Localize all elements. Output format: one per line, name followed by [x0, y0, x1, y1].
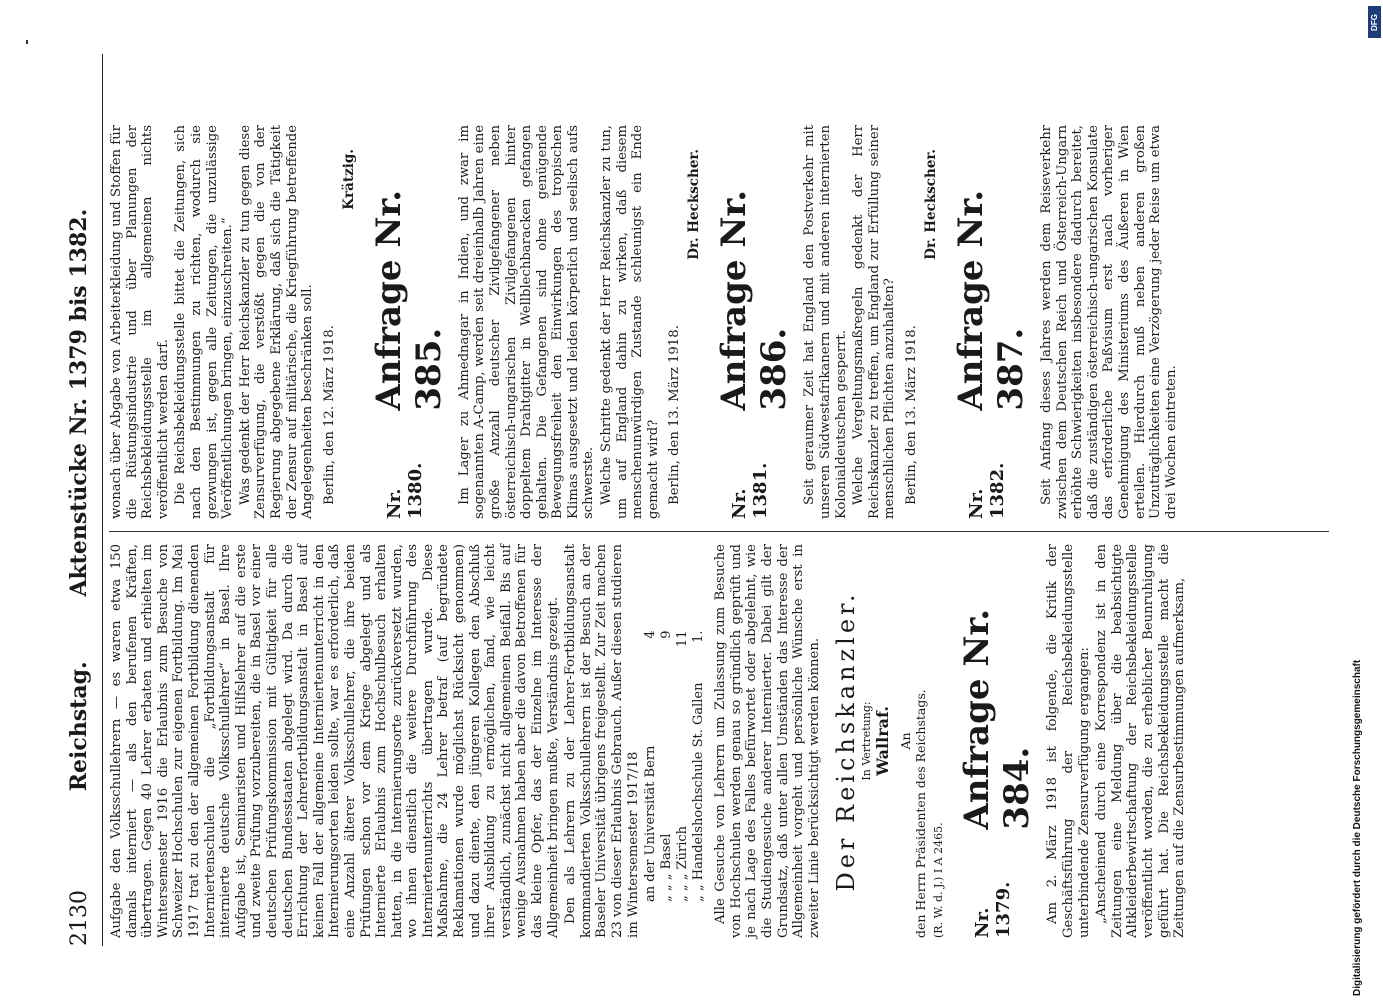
university-count: 11 — [675, 630, 691, 648]
section-heading — [369, 125, 449, 519]
signature-title: Der Reichskanzler. — [832, 590, 861, 892]
table-row — [659, 625, 675, 908]
paragraph: Den als Lehrern zu der Lehrer-Fortbildungsanstalt kommandierten Volksschullehrern ist der Besuch an der Baseler Universität übrigens freigestellt. Zur Zeit machen 23 von dieser Erlaubnis Gebrauch. Außer diesen studieren im Wintersemester 1917/18 — [563, 544, 641, 938]
table-row — [675, 625, 691, 908]
running-head-right: Aktenstücke Nr. 1379 bis 1382. — [66, 208, 92, 597]
inquiry-title: Anfrage Nr. 386. — [714, 189, 795, 411]
date-line: Berlin, den 13. März 1918. — [667, 325, 683, 505]
date-line: Berlin, den 13. März 1918. — [904, 325, 919, 505]
address-an: An — [898, 732, 914, 750]
document-number: Nr. 1382. — [966, 462, 1008, 519]
signature-subtitle: In Vertretung: — [860, 701, 874, 781]
scan-speck — [26, 40, 28, 44]
document-page — [60, 40, 1340, 960]
university-name: „ „ „ Basel — [659, 833, 675, 902]
document-number: Nr. 1379. — [972, 881, 1015, 938]
document-number: Nr. 1381. — [729, 462, 772, 519]
paragraph: „Anscheinend durch eine Korrespondenz ist in den Zeitungen eine Meldung über die beabsichtigte Altkleiderbewirtschaftung der Reichsbekleidungsstelle veröffentlicht worden, die zu erheblicher Beunruhigung geführt hat. Die Reichsbekleidungsstelle macht die Zeitungen auf die Zensurbestimmungen aufmerksam, — [1094, 544, 1188, 938]
inquiry-title: Anfrage Nr. 385. — [368, 189, 449, 411]
paragraph: Am 2. März 1918 ist folgende, die Kritik der Geschäftsführung der Reichsbekleidungsstelle unterbindende Zensurverfügung ergangen: — [1045, 544, 1092, 938]
inquiry-title: Anfrage Nr. 387. — [951, 189, 1031, 411]
dfg-logo-text: DFG — [1370, 13, 1380, 31]
university-count: 1. — [691, 630, 707, 643]
date-line: Berlin, den 12. März 1918. — [321, 325, 337, 505]
university-name: „ „ „ Zürich — [675, 825, 691, 902]
university-name: an der Universität Bern — [643, 745, 659, 902]
university-count: 9 — [659, 630, 675, 639]
paragraph: Welche Schritte gedenkt der Herr Reichskanzler zu tun, um auf England dahin zu wirken, daß diesem menschenunwürdigen Zustande schleunigst ein Ende gemacht wird? — [599, 125, 661, 519]
paragraph: Seit geraumer Zeit hat England den Postverkehr mit unseren Südwestafrikanern und mit anderen internierten Kolonialdeutschen gesperrt. — [802, 125, 849, 519]
paragraph: Was gedenkt der Herr Reichskanzler zu tun gegen diese Zensurverfügung, die verstößt gegen die von der Regierung abgegebene Erklärung, daß sich die Tätigkeit der Zensur auf militärische, die Kriegführung betreffende Angelegenheiten beschränken soll. — [237, 125, 316, 519]
document-number: Nr. 1380. — [383, 462, 426, 519]
table-row — [691, 625, 707, 908]
text-columns — [103, 54, 1329, 946]
column-divider — [109, 531, 1329, 532]
page-number: 2130 — [67, 890, 92, 946]
paragraph: Alle Gesuche von Lehrern um Zulassung zum Besuche von Hochschulen werden genau so gründlich geprüft und je nach Lage des Falles befürwortet oder abgelehnt, wie die Studiengesuche anderer Internierter. Dabei gilt der Grundsatz, daß unter allen Umständen das Interesse der Allgemeinheit vorgeht und persönliche Wünsche erst in zweiter Linie berücksichtigt werden können. — [713, 544, 822, 938]
reference-number: (R. W. d. J.) I A 2465. — [932, 822, 946, 938]
running-head-left: Reichstag. — [66, 661, 92, 792]
dfg-logo — [1368, 6, 1381, 38]
paragraph: Seit Anfang dieses Jahres werden dem Reiseverkehr zwischen dem Deutschen Reich und Österreich-Ungarn erhöhte Schwierigkeiten insbesondere dadurch bereitet, daß die zuständigen österreichisch-ungarischen Konsulate das erforderliche Paßvisum erst nach vorheriger Genehmigung des Ministeriums des Äußeren in Wien erteilen. Hierdurch muß neben anderen großen Unzuträglichkeiten eine Verzögerung jeder Reise um etwa drei Wochen eintreten. — [1039, 125, 1179, 519]
signature: Krätzig. — [340, 149, 357, 210]
paragraph: Die Reichsbekleidungsstelle bittet die Zeitungen, sich nach den Bestimmungen zu richten, wodurch sie gezwungen ist, gegen alle Zeitungen, die unzulässige Veröffentlichungen bringen, einzuschreiten.“ — [173, 125, 236, 519]
signature: Dr. Heckscher. — [923, 149, 939, 260]
section-heading — [957, 544, 1037, 938]
signature: Dr. Heckscher. — [686, 149, 703, 260]
university-table — [643, 625, 707, 908]
running-head — [66, 54, 103, 946]
inquiry-title: Anfrage Nr. 384. — [957, 608, 1038, 830]
signature-block — [832, 544, 892, 938]
digitization-notice: Digitalisierung gefördert durch die Deutsche Forschungsgemeinschaft — [1352, 659, 1363, 996]
table-row — [643, 625, 659, 908]
column-left — [109, 536, 1329, 946]
section-heading — [714, 125, 794, 519]
paragraph: Welche Vergeltungsmaßregeln gedenkt der Herr Reichskanzler zu treffen, um England zur Erfüllung seiner menschlichen Pflichten anzuhalten? — [851, 125, 898, 519]
paragraph: Im Lager zu Ahmednagar in Indien, und zwar im sogenannten A-Camp, werden seit dreieinhalb Jahren eine große Anzahl deutscher Zivilgefangener neben österreichisch-ungarischen Zivilgefangenen hinter doppeltem Drahtgitter in Wellblechbaracken gefangen gehalten. Die Gefangenen sind ohne genügende Bewegungsfreiheit den Einwirkungen des tropischen Klimas ausgesetzt und leiden körperlich und seelisch aufs schwerste. — [456, 125, 597, 519]
address-recipient: den Herrn Präsidenten des Reichstags. — [913, 689, 929, 938]
address-block — [898, 544, 928, 938]
section-heading — [951, 125, 1031, 519]
university-name: „ „ Handelshochschule St. Gallen — [691, 682, 707, 902]
signature-name: Wallraf. — [873, 706, 893, 776]
university-count: 4 — [643, 630, 659, 639]
paragraph: wonach über Abgabe von Arbeiterkleidung und Stoffen für die Rüstungsindustrie und über Planungen der Reichsbekleidungsstelle im allgemeinen nichts veröffentlicht werden darf. — [109, 125, 171, 519]
column-right — [109, 117, 1329, 527]
paragraph: Aufgabe den Volksschullehrern — es waren etwa 150 damals interniert — als den berufenen Kräften, übertragen. Gegen 40 Lehrer erbaten und erhielten im Wintersemester 1916 die Erlaubnis zum Besuche von Schweizer Hochschulen zur eigenen Fortbildung. Im Mai 1917 trat zu den der allgemeinen Fortbildung dienenden Interniertenschulen die „Fortbildungsanstalt für internierte deutsche Volksschullehrer“ in Basel. Ihre Aufgabe ist, Seminaristen und Hilfslehrer auf die erste und zweite Prüfung vorzubereiten, die in Basel vor einer deutschen Prüfungskommission mit Gültigkeit für alle deutschen Bundesstaaten abgelegt wird. Da durch die Errichtung der Lehrerfortbildungsanstalt in Basel auf keinen Fall der allgemeine Interniertenunterricht in den Internierungsorten leiden sollte, war es erforderlich, daß eine Anzahl älterer Volksschullehrer, die ihre beiden Prüfungen schon vor dem Kriege abgelegt und als Internierte Erlaubnis zum Hochschulbesuch erhalten hatten, in die Internierungsorte zurückversetzt wurden, wo ihnen dienstlich die weitere Durchführung des Interniertenunterrichts übertragen wurde. Diese Maßnahme, die 24 Lehrer betraf (auf begründete Reklamationen wurde möglichst Rücksicht genommen) und dazu diente, den jüngeren Kollegen den Abschluß ihrer Ausbildung zu ermöglichen, fand, wie leicht verständlich, zunächst nicht allgemeinen Beifall. Bis auf wenige Ausnahmen haben aber die davon Betroffenen für das kleine Opfer, das der Einzelne im Interesse der Allgemeinheit bringen mußte, Verständnis gezeigt. — [109, 544, 561, 938]
